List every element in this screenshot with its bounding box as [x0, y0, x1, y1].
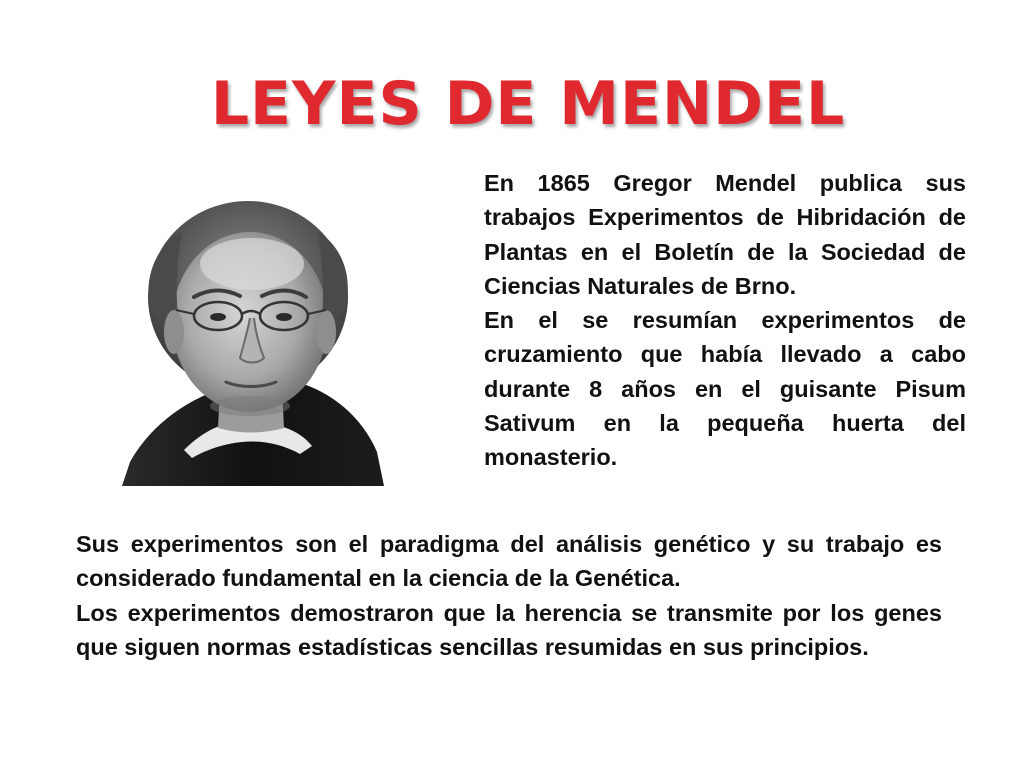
gregor-mendel-portrait-icon — [122, 192, 384, 486]
summary-paragraph-heredity: Los experimentos demostraron que la herencia se transmite por los genes que siguen normas estadísticas sencillas resumidas en sus principios. — [76, 599, 942, 660]
slide-title: LEYES DE MENDEL — [210, 69, 846, 139]
intro-paragraph-experiments: En el se resumían experimentos de cruzamiento que había llevado a cabo durante 8 años en el guisante Pisum Sativum en la pequeña huerta del monasterio. — [484, 307, 966, 471]
intro-paragraph-publication: En 1865 Gregor Mendel publica sus trabajos Experimentos de Hibridación de Plantas en el Boletín de la Sociedad de Ciencias Naturales de Brno. — [484, 170, 966, 299]
summary-paragraph-paradigm: Sus experimentos son el paradigma del análisis genético y su trabajo es considerado fundamental en la ciencia de la Genética. — [76, 531, 942, 592]
summary-text-block — [76, 527, 942, 664]
intro-text-block — [484, 166, 966, 475]
portrait-image — [122, 192, 384, 486]
